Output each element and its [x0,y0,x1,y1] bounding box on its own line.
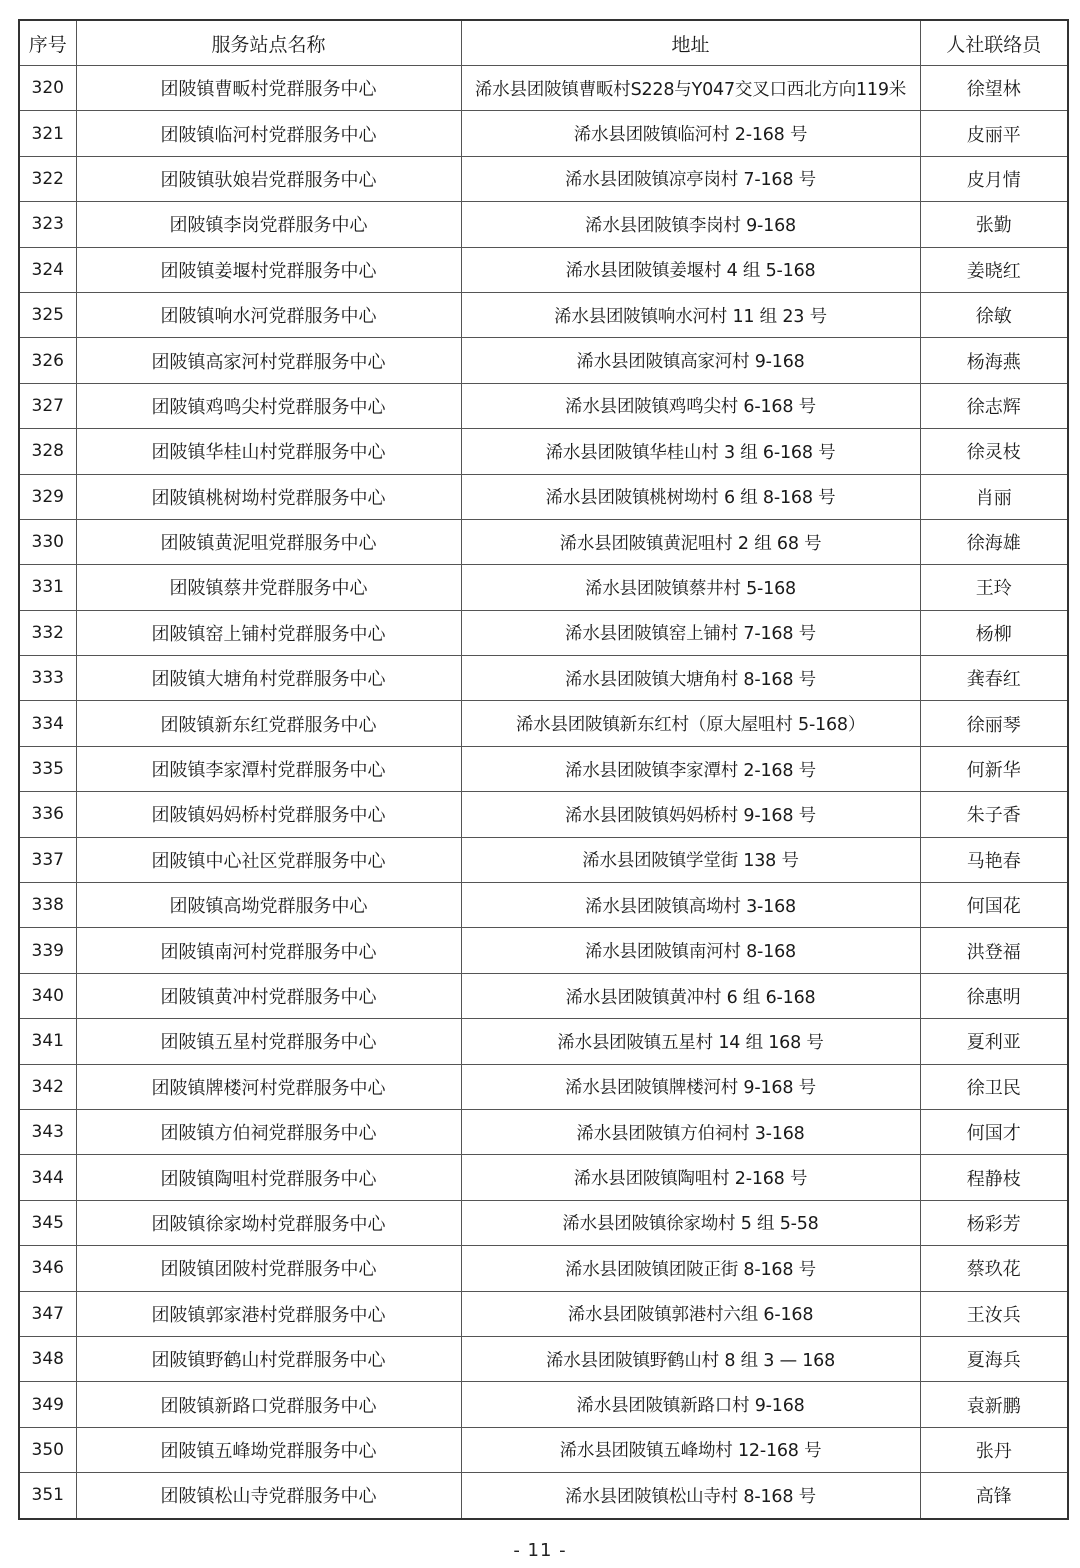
cell-station-name: 团陂镇驮娘岩党群服务中心 [76,156,461,201]
cell-liaison: 徐丽琴 [920,701,1068,746]
cell-station-name: 团陂镇李家潭村党群服务中心 [76,746,461,791]
cell-station-name: 团陂镇高家河村党群服务中心 [76,338,461,383]
service-station-table [18,19,1069,1520]
cell-station-name: 团陂镇新东红党群服务中心 [76,701,461,746]
cell-serial-number: 340 [19,973,76,1018]
cell-liaison: 何新华 [920,746,1068,791]
cell-liaison: 徐海雄 [920,519,1068,564]
cell-liaison: 龚春红 [920,656,1068,701]
cell-liaison: 张勤 [920,202,1068,247]
cell-liaison: 徐敏 [920,292,1068,337]
cell-liaison: 徐卫民 [920,1064,1068,1109]
table-row [19,610,1068,655]
cell-liaison: 高锋 [920,1473,1068,1519]
cell-address: 浠水县团陂镇方伯祠村 3-168 [461,1109,920,1154]
cell-address: 浠水县团陂镇鸡鸣尖村 6-168 号 [461,383,920,428]
cell-address: 浠水县团陂镇郭港村六组 6-168 [461,1291,920,1336]
cell-station-name: 团陂镇临河村党群服务中心 [76,111,461,156]
cell-station-name: 团陂镇姜堰村党群服务中心 [76,247,461,292]
cell-address: 浠水县团陂镇高家河村 9-168 [461,338,920,383]
cell-liaison: 程静枝 [920,1155,1068,1200]
cell-address: 浠水县团陂镇桃树坳村 6 组 8-168 号 [461,474,920,519]
cell-liaison: 张丹 [920,1427,1068,1472]
cell-address: 浠水县团陂镇凉亭岗村 7-168 号 [461,156,920,201]
cell-address: 浠水县团陂镇李家潭村 2-168 号 [461,746,920,791]
cell-serial-number: 320 [19,66,76,111]
table-row [19,338,1068,383]
cell-serial-number: 335 [19,746,76,791]
table-row [19,519,1068,564]
table-row [19,202,1068,247]
cell-liaison: 杨彩芳 [920,1200,1068,1245]
cell-liaison: 王玲 [920,565,1068,610]
cell-station-name: 团陂镇五峰坳党群服务中心 [76,1427,461,1472]
table-row [19,292,1068,337]
cell-serial-number: 324 [19,247,76,292]
cell-liaison: 徐望林 [920,66,1068,111]
page-number: - 11 - [513,1540,567,1561]
cell-station-name: 团陂镇南河村党群服务中心 [76,928,461,973]
table-row [19,1336,1068,1381]
cell-station-name: 团陂镇华桂山村党群服务中心 [76,429,461,474]
cell-station-name: 团陂镇野鹤山村党群服务中心 [76,1336,461,1381]
cell-liaison: 皮月情 [920,156,1068,201]
table-row [19,792,1068,837]
cell-liaison: 蔡玖花 [920,1246,1068,1291]
cell-address: 浠水县团陂镇响水河村 11 组 23 号 [461,292,920,337]
cell-serial-number: 339 [19,928,76,973]
cell-station-name: 团陂镇五星村党群服务中心 [76,1019,461,1064]
cell-station-name: 团陂镇徐家坳村党群服务中心 [76,1200,461,1245]
cell-serial-number: 349 [19,1382,76,1427]
cell-station-name: 团陂镇曹畈村党群服务中心 [76,66,461,111]
table-header-row [19,20,1068,66]
table-row [19,1019,1068,1064]
cell-address: 浠水县团陂镇陶咀村 2-168 号 [461,1155,920,1200]
cell-address: 浠水县团陂镇五星村 14 组 168 号 [461,1019,920,1064]
cell-address: 浠水县团陂镇蔡井村 5-168 [461,565,920,610]
cell-address: 浠水县团陂镇牌楼河村 9-168 号 [461,1064,920,1109]
cell-address: 浠水县团陂镇黄冲村 6 组 6-168 [461,973,920,1018]
cell-serial-number: 337 [19,837,76,882]
cell-serial-number: 347 [19,1291,76,1336]
cell-serial-number: 326 [19,338,76,383]
cell-liaison: 夏海兵 [920,1336,1068,1381]
cell-address: 浠水县团陂镇华桂山村 3 组 6-168 号 [461,429,920,474]
table-row [19,656,1068,701]
cell-serial-number: 338 [19,883,76,928]
table-row [19,474,1068,519]
cell-serial-number: 331 [19,565,76,610]
table-row [19,1155,1068,1200]
cell-serial-number: 330 [19,519,76,564]
cell-liaison: 徐惠明 [920,973,1068,1018]
table-row [19,1427,1068,1472]
cell-liaison: 徐志辉 [920,383,1068,428]
cell-station-name: 团陂镇响水河党群服务中心 [76,292,461,337]
table-row [19,1109,1068,1154]
cell-address: 浠水县团陂镇野鹤山村 8 组 3 — 168 [461,1336,920,1381]
cell-serial-number: 321 [19,111,76,156]
cell-address: 浠水县团陂镇姜堰村 4 组 5-168 [461,247,920,292]
cell-liaison: 杨海燕 [920,338,1068,383]
cell-serial-number: 345 [19,1200,76,1245]
cell-liaison: 何国花 [920,883,1068,928]
cell-serial-number: 328 [19,429,76,474]
cell-liaison: 杨柳 [920,610,1068,655]
cell-station-name: 团陂镇高坳党群服务中心 [76,883,461,928]
cell-serial-number: 348 [19,1336,76,1381]
cell-address: 浠水县团陂镇高坳村 3-168 [461,883,920,928]
cell-station-name: 团陂镇黄冲村党群服务中心 [76,973,461,1018]
cell-serial-number: 323 [19,202,76,247]
cell-address: 浠水县团陂镇黄泥咀村 2 组 68 号 [461,519,920,564]
table-row [19,837,1068,882]
table-row [19,1291,1068,1336]
cell-serial-number: 322 [19,156,76,201]
cell-address: 浠水县团陂镇窑上铺村 7-168 号 [461,610,920,655]
cell-serial-number: 329 [19,474,76,519]
cell-liaison: 袁新鹏 [920,1382,1068,1427]
cell-address: 浠水县团陂镇曹畈村S228与Y047交叉口西北方向119米 [461,66,920,111]
cell-station-name: 团陂镇窑上铺村党群服务中心 [76,610,461,655]
cell-station-name: 团陂镇李岗党群服务中心 [76,202,461,247]
cell-serial-number: 344 [19,1155,76,1200]
table-row [19,1246,1068,1291]
cell-serial-number: 325 [19,292,76,337]
table-row [19,429,1068,474]
table-row [19,1382,1068,1427]
cell-station-name: 团陂镇蔡井党群服务中心 [76,565,461,610]
header-address: 地址 [461,20,920,66]
cell-liaison: 夏利亚 [920,1019,1068,1064]
cell-liaison: 朱子香 [920,792,1068,837]
table-row [19,565,1068,610]
table-row [19,247,1068,292]
table-row [19,701,1068,746]
cell-serial-number: 350 [19,1427,76,1472]
cell-station-name: 团陂镇郭家港村党群服务中心 [76,1291,461,1336]
cell-station-name: 团陂镇牌楼河村党群服务中心 [76,1064,461,1109]
cell-address: 浠水县团陂镇五峰坳村 12-168 号 [461,1427,920,1472]
cell-serial-number: 332 [19,610,76,655]
cell-station-name: 团陂镇新路口党群服务中心 [76,1382,461,1427]
cell-liaison: 皮丽平 [920,111,1068,156]
cell-station-name: 团陂镇方伯祠党群服务中心 [76,1109,461,1154]
cell-station-name: 团陂镇陶咀村党群服务中心 [76,1155,461,1200]
cell-serial-number: 342 [19,1064,76,1109]
cell-serial-number: 341 [19,1019,76,1064]
cell-liaison: 洪登福 [920,928,1068,973]
table-row [19,111,1068,156]
cell-address: 浠水县团陂镇学堂街 138 号 [461,837,920,882]
cell-station-name: 团陂镇大塘角村党群服务中心 [76,656,461,701]
cell-serial-number: 351 [19,1473,76,1519]
cell-liaison: 肖丽 [920,474,1068,519]
cell-station-name: 团陂镇妈妈桥村党群服务中心 [76,792,461,837]
cell-liaison: 徐灵枝 [920,429,1068,474]
table-row [19,383,1068,428]
cell-serial-number: 327 [19,383,76,428]
table-row [19,1064,1068,1109]
table-row [19,156,1068,201]
cell-station-name: 团陂镇团陂村党群服务中心 [76,1246,461,1291]
cell-serial-number: 336 [19,792,76,837]
header-liaison: 人社联络员 [920,20,1068,66]
cell-address: 浠水县团陂镇李岗村 9-168 [461,202,920,247]
cell-liaison: 王汝兵 [920,1291,1068,1336]
cell-address: 浠水县团陂镇团陂正街 8-168 号 [461,1246,920,1291]
cell-address: 浠水县团陂镇大塘角村 8-168 号 [461,656,920,701]
cell-address: 浠水县团陂镇南河村 8-168 [461,928,920,973]
table-row [19,746,1068,791]
cell-serial-number: 334 [19,701,76,746]
cell-serial-number: 333 [19,656,76,701]
table-row [19,883,1068,928]
cell-liaison: 姜晓红 [920,247,1068,292]
cell-station-name: 团陂镇黄泥咀党群服务中心 [76,519,461,564]
cell-station-name: 团陂镇鸡鸣尖村党群服务中心 [76,383,461,428]
header-serial-number: 序号 [19,20,76,66]
cell-address: 浠水县团陂镇新东红村（原大屋咀村 5-168） [461,701,920,746]
cell-station-name: 团陂镇桃树坳村党群服务中心 [76,474,461,519]
cell-liaison: 何国才 [920,1109,1068,1154]
cell-address: 浠水县团陂镇徐家坳村 5 组 5-58 [461,1200,920,1245]
cell-serial-number: 346 [19,1246,76,1291]
cell-station-name: 团陂镇中心社区党群服务中心 [76,837,461,882]
cell-address: 浠水县团陂镇临河村 2-168 号 [461,111,920,156]
table-row [19,1200,1068,1245]
cell-liaison: 马艳春 [920,837,1068,882]
header-station-name: 服务站点名称 [76,20,461,66]
cell-address: 浠水县团陂镇新路口村 9-168 [461,1382,920,1427]
table-body [19,66,1068,1519]
table-row [19,66,1068,111]
cell-address: 浠水县团陂镇松山寺村 8-168 号 [461,1473,920,1519]
table-row [19,973,1068,1018]
cell-serial-number: 343 [19,1109,76,1154]
table-row [19,1473,1068,1519]
cell-address: 浠水县团陂镇妈妈桥村 9-168 号 [461,792,920,837]
cell-station-name: 团陂镇松山寺党群服务中心 [76,1473,461,1519]
table-row [19,928,1068,973]
